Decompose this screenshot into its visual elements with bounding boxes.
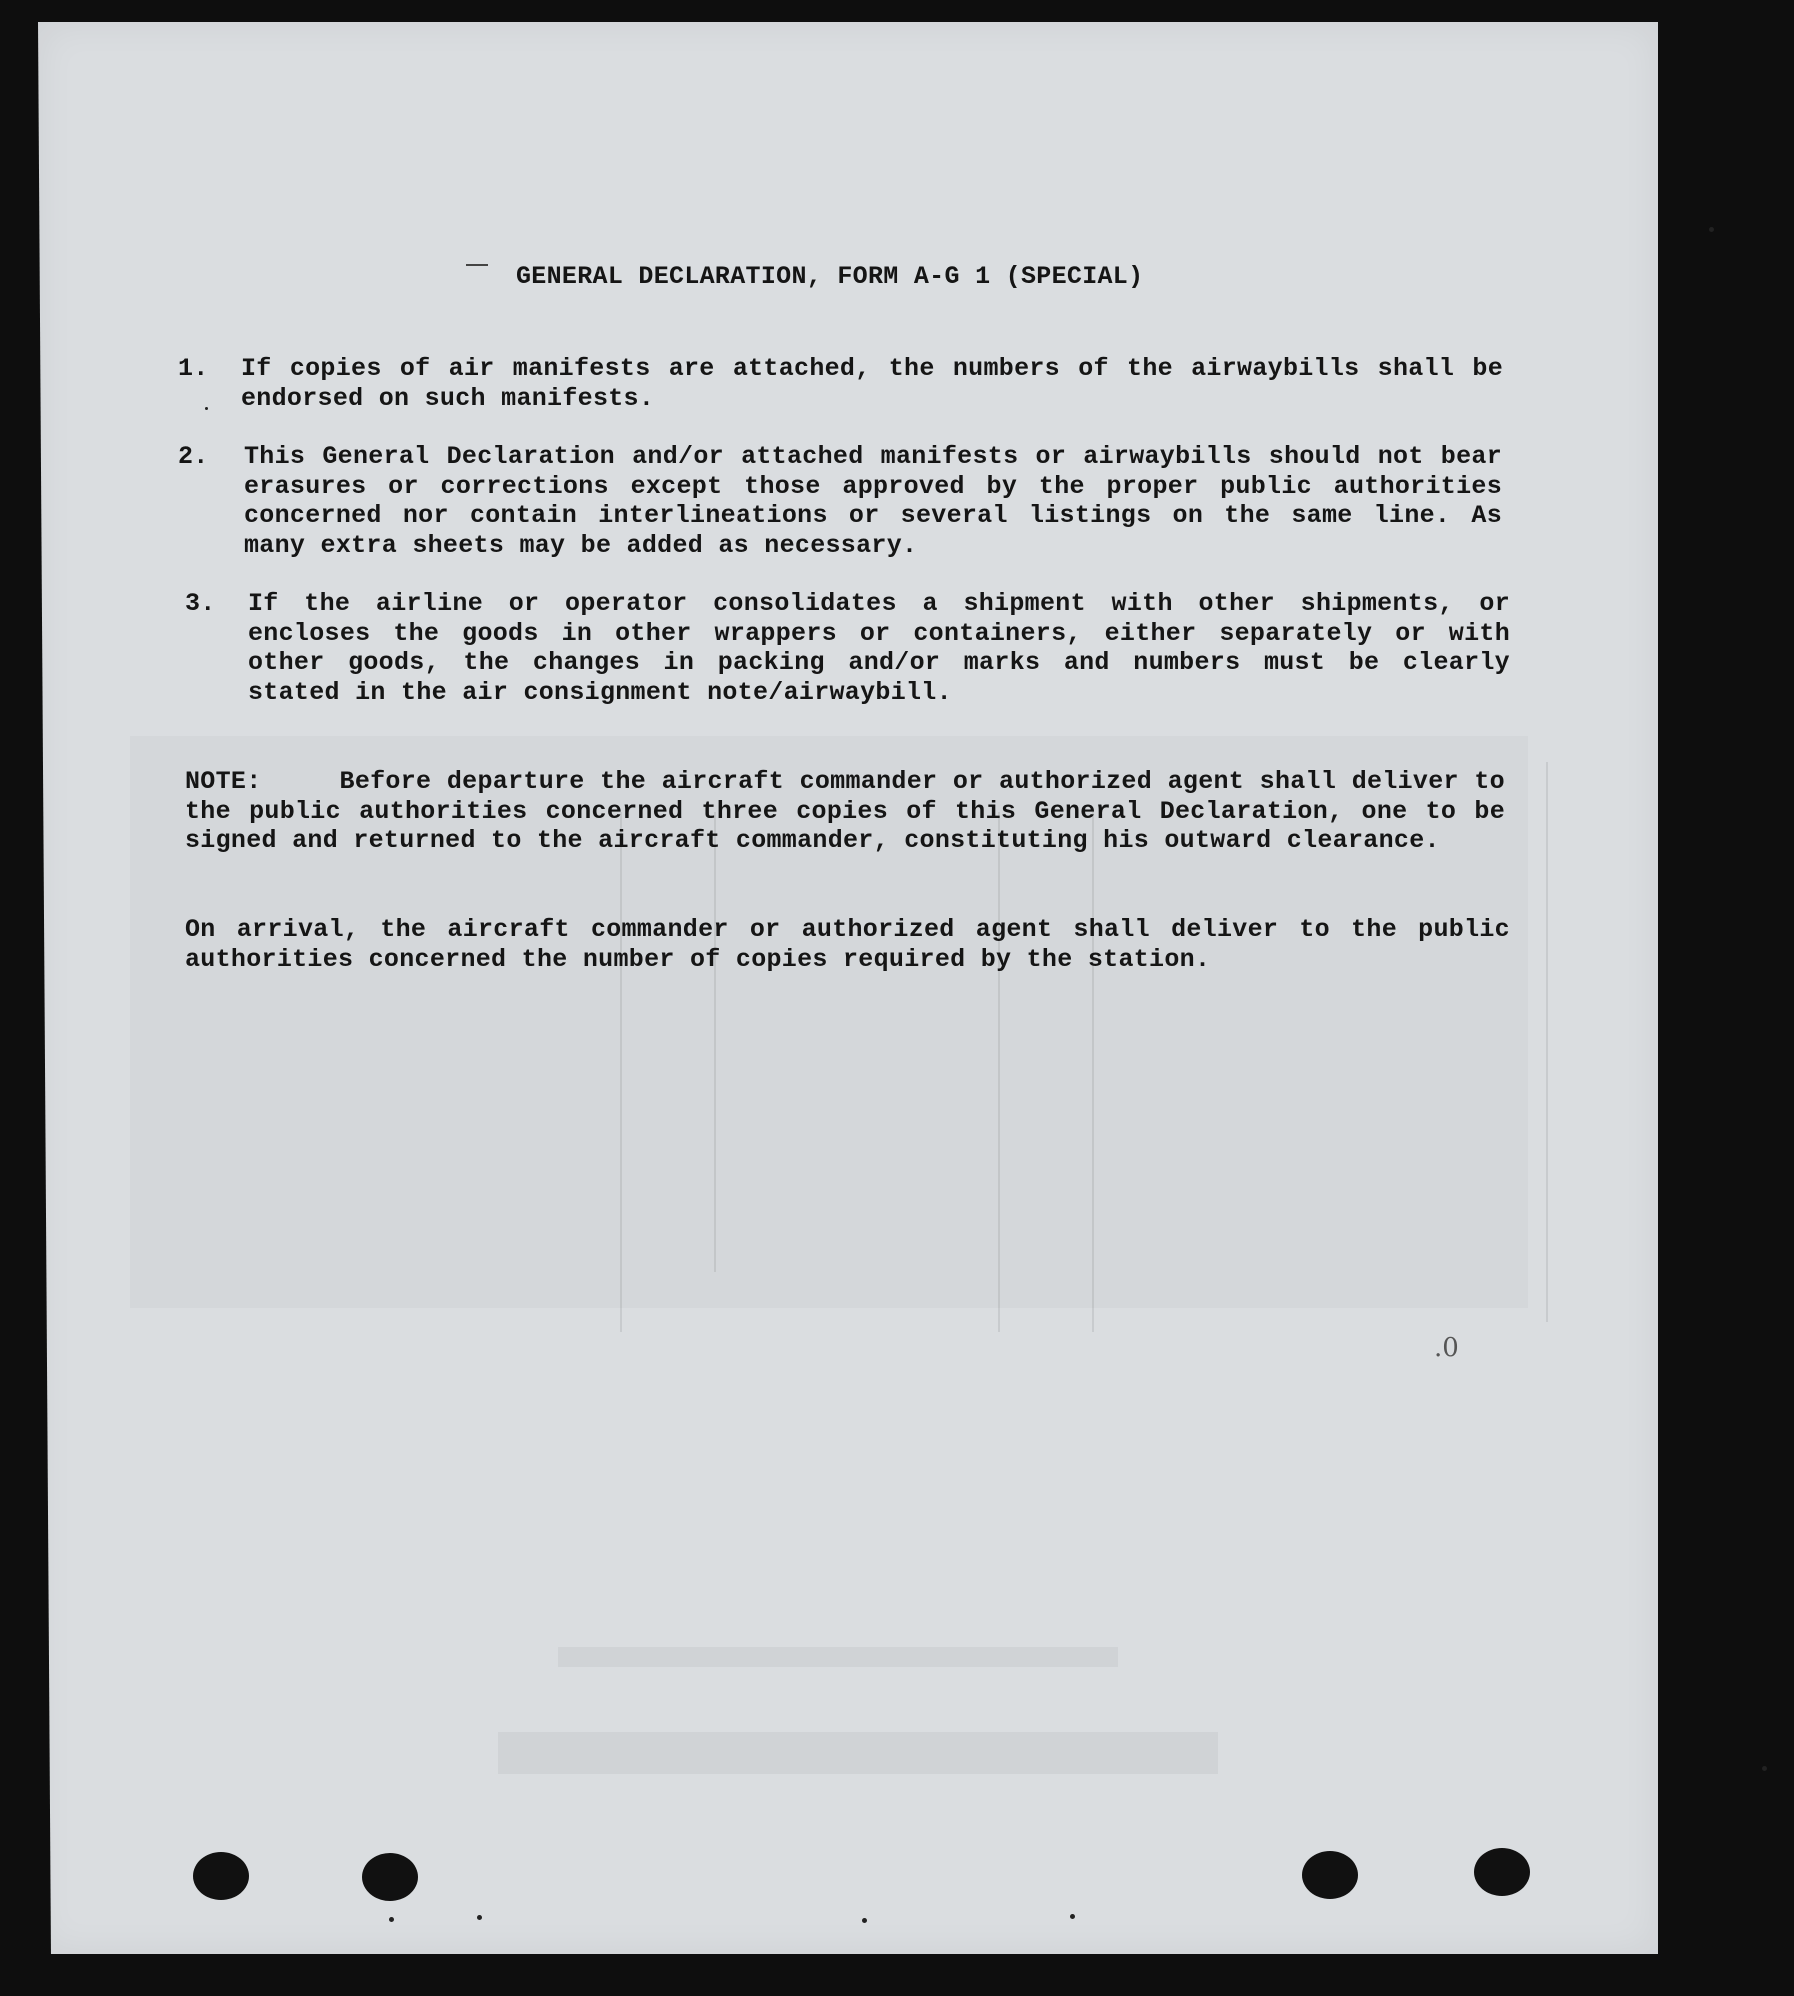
note-label: NOTE:	[185, 767, 262, 796]
bleed-through-rule	[1546, 762, 1548, 1322]
speck	[1709, 227, 1714, 232]
punch-hole	[1302, 1851, 1358, 1899]
punch-hole	[193, 1852, 249, 1900]
punch-hole	[1474, 1848, 1530, 1896]
instruction-item: This General Declaration and/or attached manifests or airwaybills should not bear erasures or corrections except those approved by the proper public authorities concerned nor contain interlineations or several listings on the same line. As many extra sheets may be added as necessary.	[244, 442, 1502, 560]
paper-sheet	[38, 22, 1658, 1954]
note-paragraph	[185, 767, 1505, 856]
item-number: 3.	[185, 589, 216, 618]
stray-mark	[466, 264, 488, 266]
speck	[1070, 1914, 1075, 1919]
bleed-through-rule	[714, 812, 716, 1272]
item-number: 1.	[178, 354, 209, 383]
item-number: 2.	[178, 442, 209, 471]
punch-hole	[362, 1853, 418, 1901]
page-title: GENERAL DECLARATION, FORM A-G 1 (SPECIAL)	[516, 262, 1144, 291]
note-text: Before departure the aircraft commander or authorized agent shall deliver to the public authorities concerned three copies of this General Declaration, one to be signed and returned to the aircraft commander, constituting his outward clearance.	[185, 767, 1505, 855]
bleed-through-rule	[620, 812, 622, 1332]
speck	[477, 1915, 482, 1920]
bleed-through-rule	[1092, 812, 1094, 1332]
instruction-item: If copies of air manifests are attached, the numbers of the airwaybills shall be endorsed on such manifests.	[241, 354, 1503, 413]
bleed-through-rule	[998, 812, 1000, 1332]
bleed-through-text	[558, 1647, 1118, 1667]
instruction-item: If the airline or operator consolidates a shipment with other shipments, or encloses the goods in other wrappers or containers, either separately or with other goods, the changes in packing and/or marks and numbers must be clearly stated in the air consignment note/airwaybill.	[248, 589, 1510, 707]
speck	[389, 1917, 394, 1922]
stamp-mark: .0	[1434, 1333, 1459, 1363]
speck	[1762, 1766, 1767, 1771]
speck	[862, 1918, 867, 1923]
arrival-paragraph: On arrival, the aircraft commander or authorized agent shall deliver to the public authorities concerned the number of copies required by the station.	[185, 915, 1510, 974]
bleed-through-text	[498, 1732, 1218, 1774]
speck	[205, 407, 208, 410]
